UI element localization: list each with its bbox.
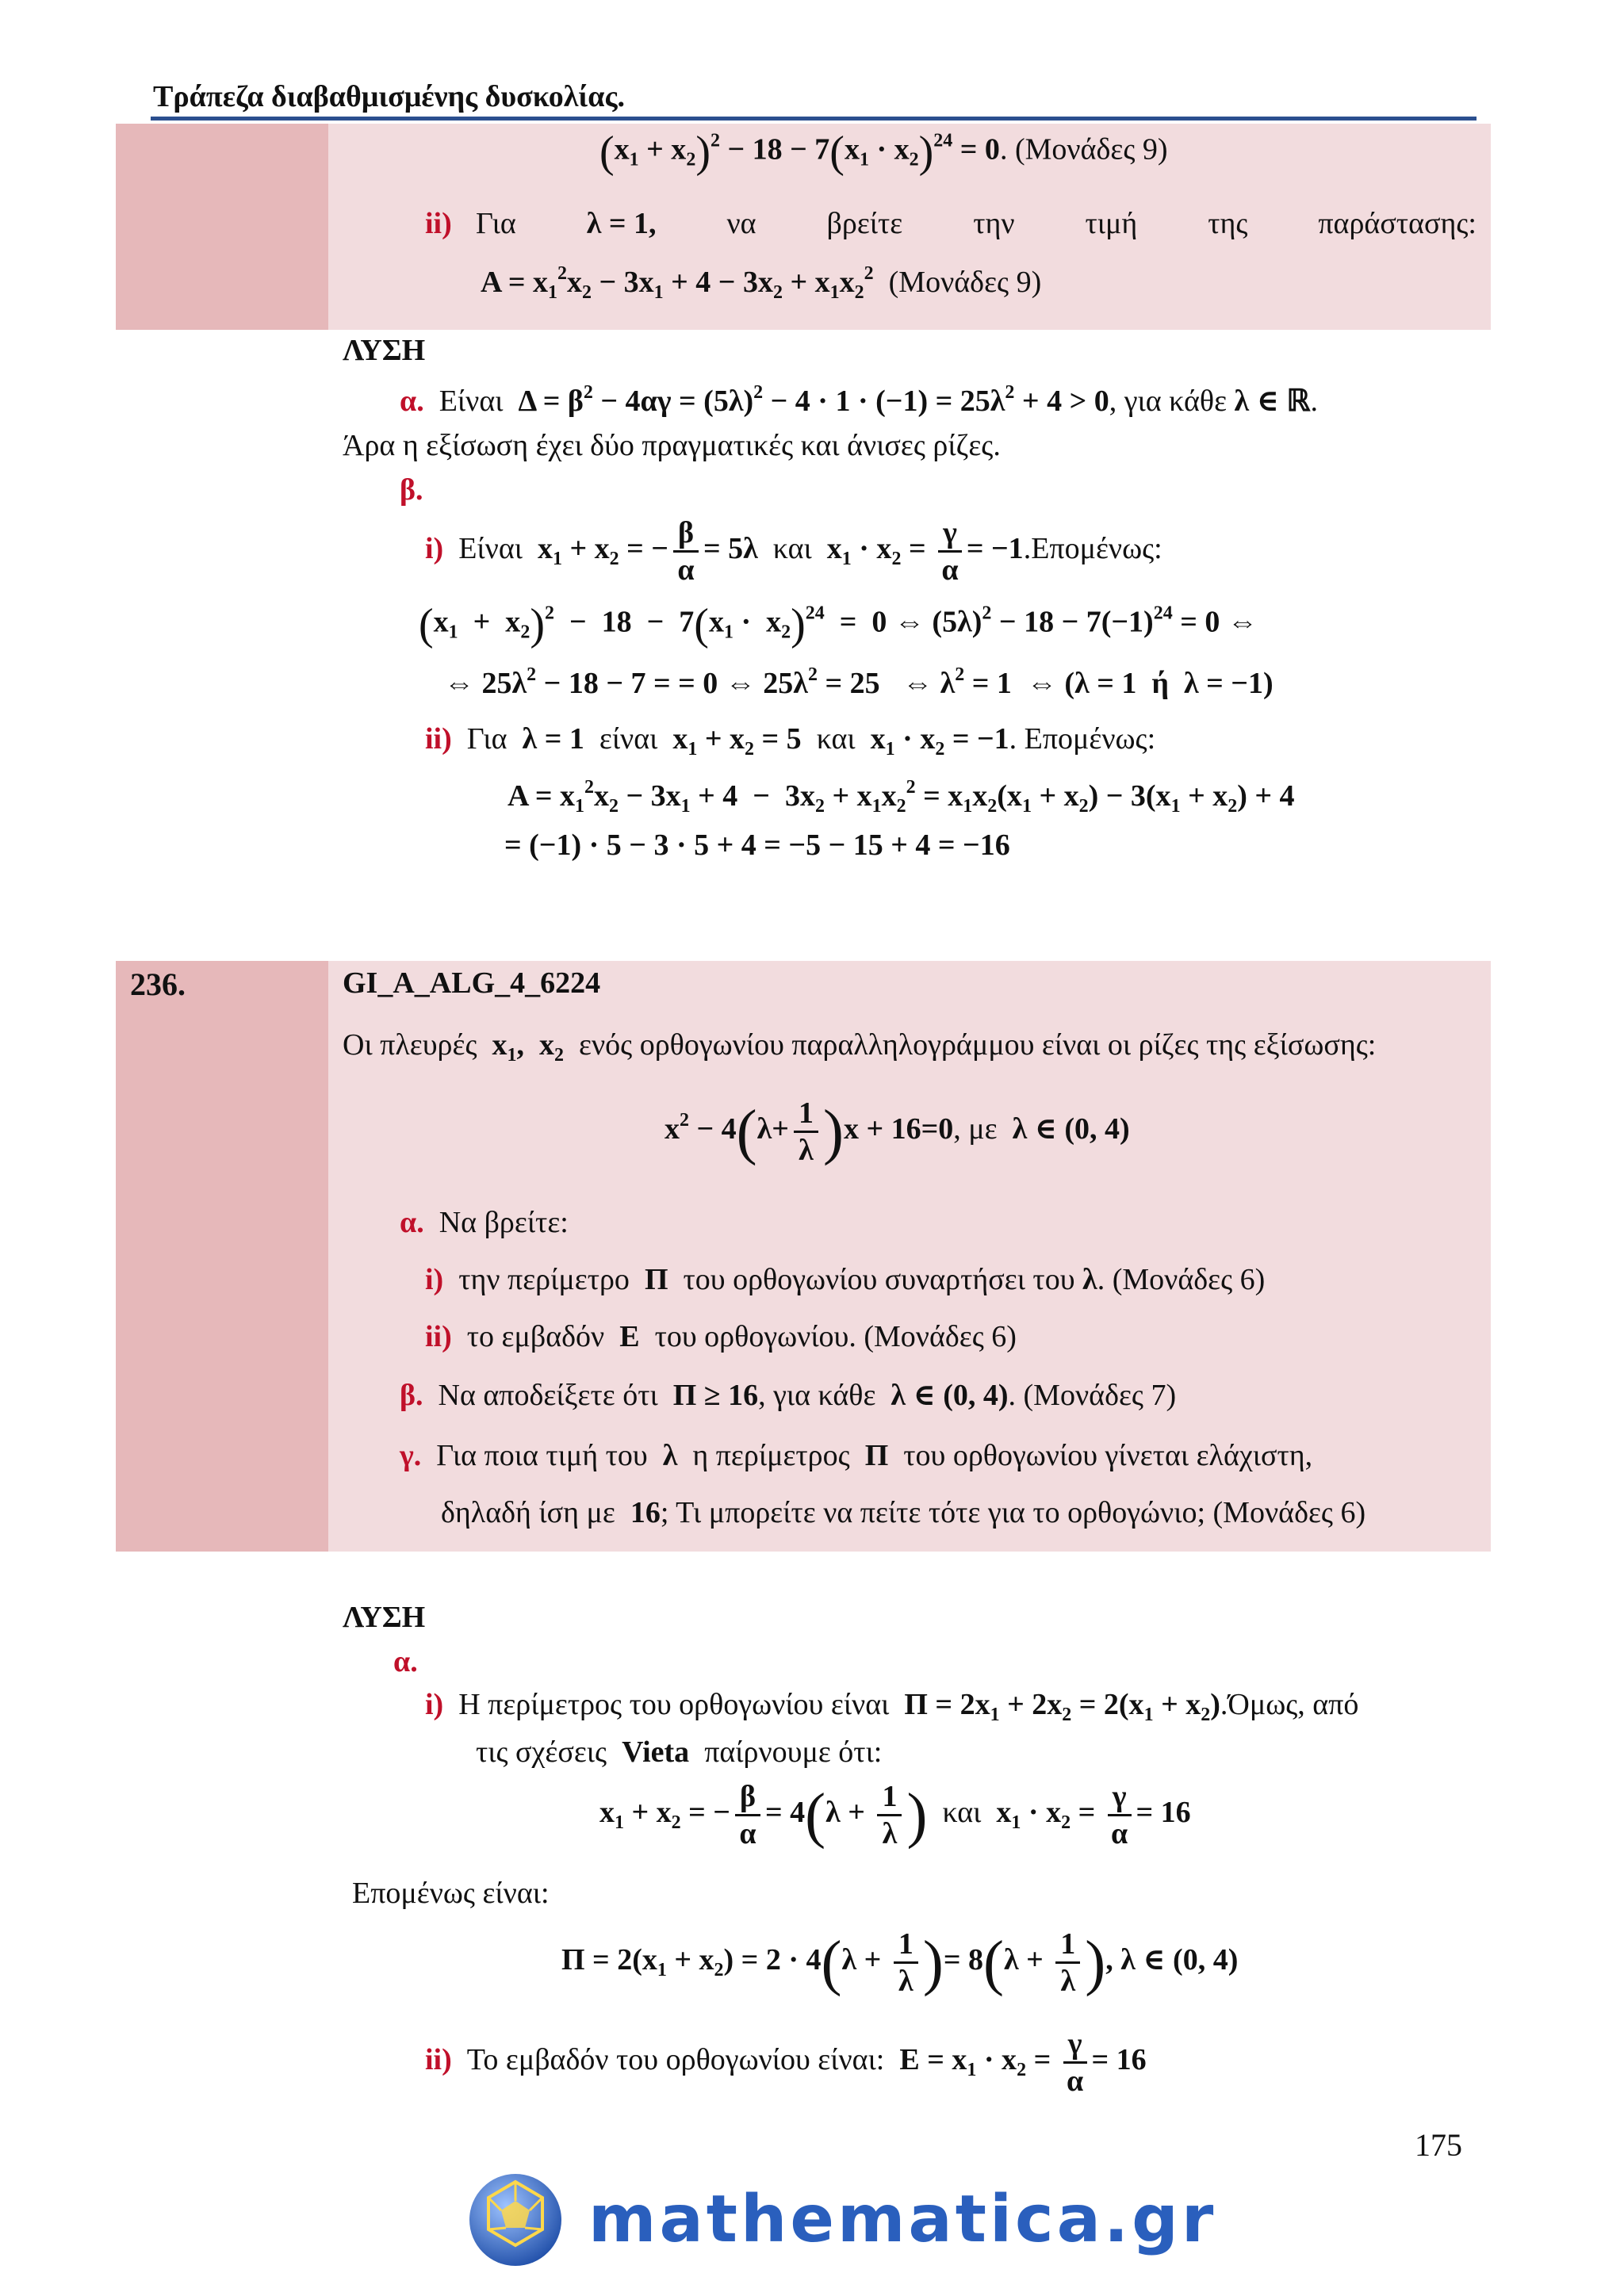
sol1-bii-equation-1: $A = x_1^2x_2 - 3x_1 + 4 - 3x_2 + x_1x_2^2 = x_1x_2(x_1 + x_2) - 3(x_1 + x_2) + 4$: [508, 777, 1295, 817]
problem-intro: Οι πλευρές $x_1$, $x_2$ ενός ορθογωνίου παραλληλογράμμου είναι οι ρίζες της εξίσωσης:: [343, 1028, 1377, 1066]
logo-text[interactable]: mathematica.gr: [588, 2182, 1217, 2257]
problem-alpha-ii: ii) το εμβαδόν E του ορθογωνίου. (Μονάδες 6): [425, 1320, 1017, 1353]
problem-alpha-i: i) την περίμετρο Π του ορθογωνίου συναρτήσει του λ. (Μονάδες 6): [425, 1263, 1266, 1296]
problem-beta: β. Να αποδείξετε ότι Π ≥ 16, για κάθε λ ∈ (0, 4). (Μονάδες 7): [400, 1379, 1177, 1412]
sol2-ai-line: i) Η περίμετρος του ορθογωνίου είναι $\Pi = 2x_1 + 2x_2 = 2(x_1 + x_2).Ό\mu\omega\varsigma$, από: [425, 1688, 1359, 1725]
problem-alpha: α. Να βρείτε:: [400, 1206, 569, 1239]
sol2-alpha-label: α.: [393, 1645, 418, 1678]
problem-equation: $x^2 - 4(\lambda+$ $\frac{1}{\lambda}$ )x + 16=0, με λ ∈ (0, 4): [665, 1096, 1130, 1167]
solution-heading: ΛΥΣΗ: [343, 334, 426, 367]
solution-heading-2: ΛΥΣΗ: [343, 1601, 426, 1634]
header-rule: [151, 117, 1477, 121]
logo-polyhedron-icon: [466, 2171, 565, 2269]
top-equation-line: $(x_1 + x_2)^2 - 18 - 7(x_1 \cdot x_2)^{24} = 0$. (Μονάδες 9): [599, 128, 1168, 177]
sol2-therefore: Επομένως είναι:: [352, 1877, 550, 1910]
problem-code: GI_A_ALG_4_6224: [343, 966, 601, 1000]
problem-box-sidebar: [116, 961, 328, 1552]
sol2-vieta-equation: $x_1 + x_2$ = − $\frac{\beta}{\alpha}$ = 4(λ + $\frac{1}{\lambda}$ ) και $x_1 \cdot x_2$ = $\frac{\gamma}{\alpha}$ = 16: [599, 1780, 1191, 1850]
sol2-aii-line: ii) Το εμβαδόν του ορθογωνίου είναι: $E = x_1 \cdot x_2$ = $\frac{\gamma}{\alpha}$ = 16: [425, 2027, 1147, 2098]
sol1-bii-equation-2: = (−1) · 5 − 3 · 5 + 4 = −5 − 15 + 4 = −16: [504, 828, 1010, 862]
sol1-alpha-line: α. Είναι $\Delta = \beta^2 - 4\alpha\gamma = (5\lambda)^2 - 4 \cdot 1 \cdot (-1) = 25\lambda^2 + 4 > 0$, για κάθε λ ∈ ℝ.: [400, 382, 1318, 418]
page-number: 175: [1415, 2127, 1462, 2163]
sol1-alpha-conclusion: Άρα η εξίσωση έχει δύο πραγματικές και άνισες ρίζες.: [343, 429, 1001, 462]
top-ii-text: Για λ = 1, να βρείτε την τιμή της παράστασης:: [476, 207, 1477, 240]
top-ii-expression: $A = x_1^2x_2 - 3x_1 + 4 - 3x_2 + x_1x_2^2$ (Μονάδες 9): [481, 263, 1042, 303]
top-ii-label: ii): [425, 207, 452, 240]
problem-gamma-cont: δηλαδή ίση με 16; Τι μπορείτε να πείτε τότε για το ορθογώνιο; (Μονάδες 6): [441, 1496, 1366, 1529]
sol1-bi-equation-1: $(x_1 + x_2)^2 - 18 - 7(x_1 \cdot x_2)^{24} = 0$ ⇔ $(5\lambda)^2 - 18 - 7(-1)^{24} = 0$ ⇔: [419, 600, 1258, 649]
marks-label: (Μονάδες 9): [1014, 132, 1168, 166]
problem-box-sidebar: [116, 124, 328, 330]
problem-number: 236.: [130, 966, 186, 1002]
sol1-bi-line: i) Είναι $x_1 + x_2$ = − $\frac{\beta}{\alpha}$ = 5λ και $x_1 \cdot x_2$ = $\frac{\gamma}{\alpha}$ = −1.Επομένως:: [425, 516, 1162, 587]
sol1-beta-label: β.: [400, 473, 423, 507]
page-header-title: Τράπεζα διαβαθμισμένης δυσκολίας.: [153, 80, 625, 113]
sol2-ai-line-2: τις σχέσεις Vieta παίρνουμε ότι:: [476, 1735, 883, 1769]
problem-gamma: γ. Για ποια τιμή του λ η περίμετρος Π του ορθογωνίου γίνεται ελάχιστη,: [400, 1439, 1313, 1472]
sol2-perimeter-equation: $\Pi = 2(x_1 + x_2) = 2 \cdot 4(\lambda$ + $\frac{1}{\lambda}$ )= 8(λ + $\frac{1}{\lambda}$ ), λ ∈ (0, 4): [561, 1927, 1239, 1998]
sol1-bii-line: ii) Για λ = 1 είναι $x_1 + x_2 = 5$ και $x_1 \cdot x_2 = -1$. Επομένως:: [425, 722, 1156, 760]
sol1-bi-equation-2: ⇔ $25\lambda^2 - 18 - 7$ = = 0 ⇔ $25\lambda^2 = 25$ ⇔ $\lambda^2 = 1$ ⇔ (λ = 1 ή λ = −1): [444, 664, 1274, 700]
